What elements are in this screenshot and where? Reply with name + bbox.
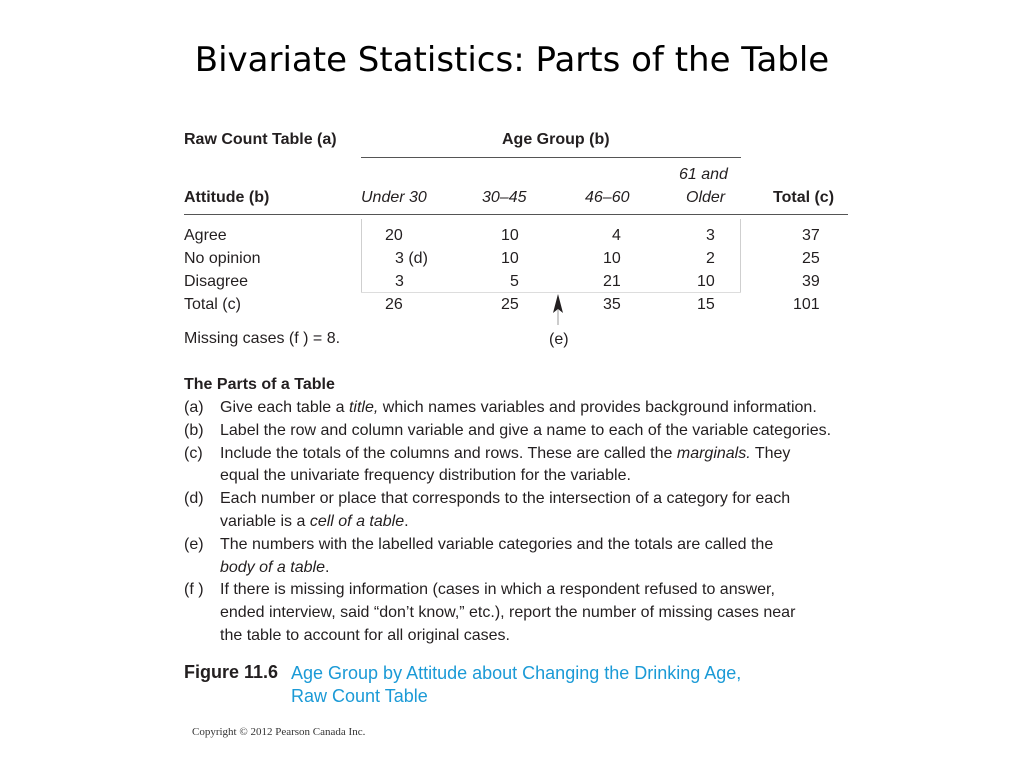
list-item-marker: (e) xyxy=(184,535,204,553)
list-item-segment: variable is a xyxy=(220,512,310,530)
list-item-segment: ended interview, said “don’t know,” etc.), report the number of missing cases near xyxy=(220,604,796,622)
list-item-marker: (d) xyxy=(184,490,204,508)
column-header-30-45: 30–45 xyxy=(482,189,527,206)
list-item-segment: equal the univariate frequency distribution for the variable. xyxy=(220,467,631,485)
table-cell-total: 25 xyxy=(501,296,519,313)
column-header-46-60: 46–60 xyxy=(585,189,630,206)
table-cell: 5 xyxy=(510,273,519,290)
row-label-agree: Agree xyxy=(184,227,227,244)
figure-number: Figure 11.6 xyxy=(184,662,279,682)
list-item-segment: If there is missing information (cases in which a respondent refused to answer, xyxy=(220,581,775,599)
list-item-text xyxy=(220,488,831,534)
table-cell: 3 (d) xyxy=(395,250,428,267)
list-item-text xyxy=(220,397,831,420)
list-item xyxy=(184,420,831,443)
table-cell: 10 xyxy=(501,227,519,244)
list-item-segment: cell of a table xyxy=(309,512,405,530)
list-item-segment: the table to account for all original cases. xyxy=(220,626,510,644)
table-cell: 20 xyxy=(385,227,403,244)
arrow-up-icon xyxy=(550,293,566,327)
column-header-older-line2: Older xyxy=(686,189,726,206)
body-callout-label: (e) xyxy=(549,331,569,348)
body-left-border xyxy=(361,219,362,292)
list-item-segment: title, xyxy=(348,399,379,416)
parts-list xyxy=(184,397,831,648)
table-title-label: Raw Count Table (a) xyxy=(184,131,337,148)
list-item xyxy=(184,579,831,647)
figure-caption-line2: Raw Count Table xyxy=(291,686,428,706)
list-item-segment: body of a table xyxy=(220,558,325,576)
list-item-marker: (a) xyxy=(184,399,204,416)
list-item xyxy=(184,397,831,420)
list-item-text xyxy=(220,534,831,580)
row-label-total: Total (c) xyxy=(184,296,241,313)
table-cell: 10 xyxy=(603,250,621,267)
parts-heading: The Parts of a Table xyxy=(184,376,335,393)
header-rule-main xyxy=(184,214,848,215)
copyright-notice: Copyright © 2012 Pearson Canada Inc. xyxy=(192,726,366,738)
table-cell: 21 xyxy=(603,273,621,290)
list-item-text xyxy=(220,443,831,489)
list-item-marker: (b) xyxy=(184,421,204,439)
list-item xyxy=(184,488,831,534)
column-header-older-line1: 61 and xyxy=(679,166,728,183)
list-item-marker: (f ) xyxy=(184,581,204,599)
list-item-segment: Give each table a xyxy=(220,399,349,416)
list-item-segment: Each number or place that corresponds to the intersection of a category for each xyxy=(220,490,791,508)
table-cell: 10 xyxy=(501,250,519,267)
row-variable-label: Attitude (b) xyxy=(184,189,270,206)
list-item-segment: Include the totals of the columns and rows. These are called the xyxy=(220,444,677,462)
table-cell-total: 37 xyxy=(802,227,820,244)
list-item-text xyxy=(220,420,831,443)
column-header-total: Total (c) xyxy=(773,189,835,206)
figure-caption-line1: Age Group by Attitude about Changing the Drinking Age, xyxy=(291,663,742,683)
table-cell-total: 39 xyxy=(802,273,820,290)
table-cell: 10 xyxy=(697,273,715,290)
list-item-text xyxy=(220,579,831,647)
list-item-segment: . xyxy=(404,512,409,530)
table-cell: 4 xyxy=(612,227,621,244)
list-item xyxy=(184,534,831,580)
slide-title: Bivariate Statistics: Parts of the Table xyxy=(194,40,830,80)
table-cell: 3 xyxy=(395,273,404,290)
table-cell-total: 35 xyxy=(603,296,621,313)
list-item-segment: marginals. xyxy=(676,444,751,462)
list-item-segment: The numbers with the labelled variable categories and the totals are called the xyxy=(220,535,774,553)
table-cell-total: 26 xyxy=(385,296,403,313)
table-cell: 2 xyxy=(706,250,715,267)
table-cell: 3 xyxy=(706,227,715,244)
list-item-segment: which names variables and provides background information. xyxy=(378,399,817,416)
list-item-marker: (c) xyxy=(184,444,203,462)
list-item xyxy=(184,443,831,489)
row-label-no-opinion: No opinion xyxy=(184,250,261,267)
table-cell-total: 15 xyxy=(697,296,715,313)
list-item-segment: Label the row and column variable and give a name to each of the variable categories. xyxy=(220,421,832,439)
body-right-border xyxy=(740,219,741,292)
figure-caption xyxy=(291,662,741,708)
list-item-segment: They xyxy=(750,444,791,462)
missing-cases-note: Missing cases (f ) = 8. xyxy=(184,330,341,347)
header-rule-group xyxy=(361,157,741,158)
table-cell-grand-total: 101 xyxy=(793,296,820,313)
row-label-disagree: Disagree xyxy=(184,273,249,290)
column-group-label: Age Group (b) xyxy=(502,131,610,148)
table-cell-total: 25 xyxy=(802,250,820,267)
column-header-under-30: Under 30 xyxy=(361,189,427,206)
list-item-segment: . xyxy=(324,558,330,576)
